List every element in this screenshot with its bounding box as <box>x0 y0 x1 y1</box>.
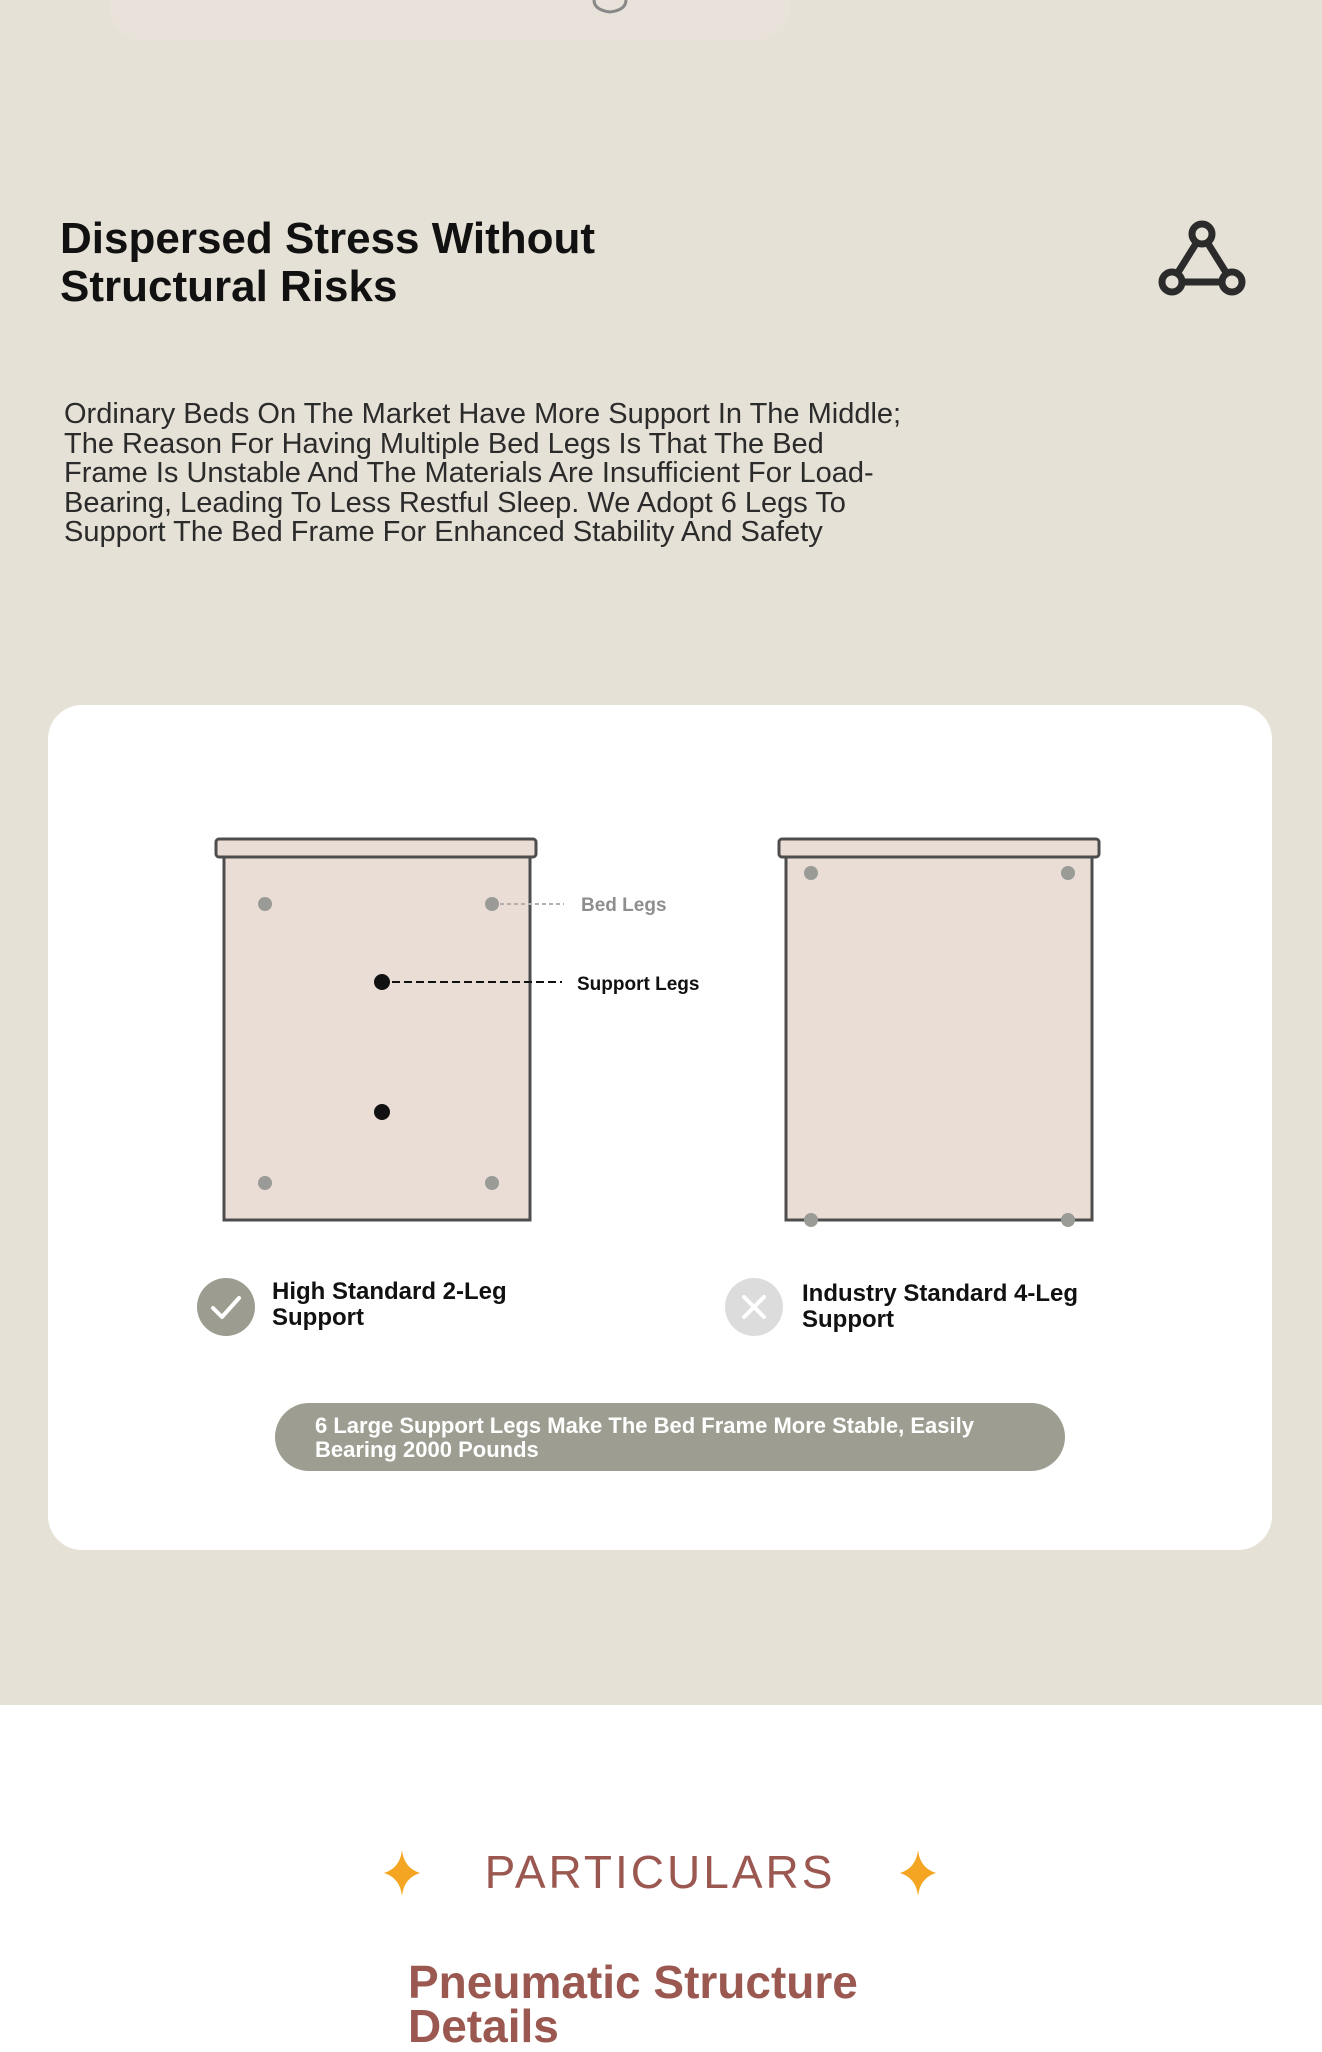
bed-leg-dot <box>804 866 818 880</box>
bed-leg-dot <box>804 1213 818 1227</box>
particulars-heading <box>370 1838 950 1908</box>
star-icon <box>384 1850 420 1896</box>
six-leg-bed-diagram <box>216 839 564 1220</box>
bed-legs-label: Bed Legs <box>581 895 667 916</box>
bed-leg-dot <box>485 897 499 911</box>
right-option-label: Industry Standard 4-Leg Support <box>802 1280 1079 1333</box>
section-title: Dispersed Stress Without Structural Risks <box>60 214 596 311</box>
section-description: Ordinary Beds On The Market Have More Support In The Middle; The Reason For Having Multiple Bed Legs Is That The Bed Frame Is Unstable And The Materials Are Insufficient For Load-Bearing, Leading To Less Restful Sleep. We Adopt 6 Legs To Support The Bed Frame For Enhanced Stability And Safety <box>64 398 902 548</box>
support-leg-dot <box>374 1104 390 1120</box>
left-option-label: High Standard 2-Leg Support <box>272 1278 507 1331</box>
four-leg-bed-diagram <box>779 839 1099 1227</box>
triangle-nodes-icon <box>1158 220 1246 300</box>
comparison-card <box>48 705 1272 1550</box>
bed-leg-dot <box>1061 1213 1075 1227</box>
bed-leg-dot <box>1061 866 1075 880</box>
support-leg-dot <box>374 974 390 990</box>
bed-leg-dot <box>485 1176 499 1190</box>
support-legs-label: Support Legs <box>577 974 700 995</box>
particulars-text: PARTICULARS <box>484 1846 836 1898</box>
cross-icon <box>725 1278 783 1336</box>
previous-section-tab <box>110 0 790 40</box>
bed-leg-dot <box>258 897 272 911</box>
summary-pill: 6 Large Support Legs Make The Bed Frame More Stable, Easily Bearing 2000 Pounds <box>275 1403 1065 1471</box>
check-icon <box>197 1278 255 1336</box>
bed-leg-dot <box>258 1176 272 1190</box>
star-icon <box>900 1850 936 1896</box>
pneumatic-title: Pneumatic Structure Details <box>408 1956 858 2052</box>
shield-icon <box>590 0 630 18</box>
